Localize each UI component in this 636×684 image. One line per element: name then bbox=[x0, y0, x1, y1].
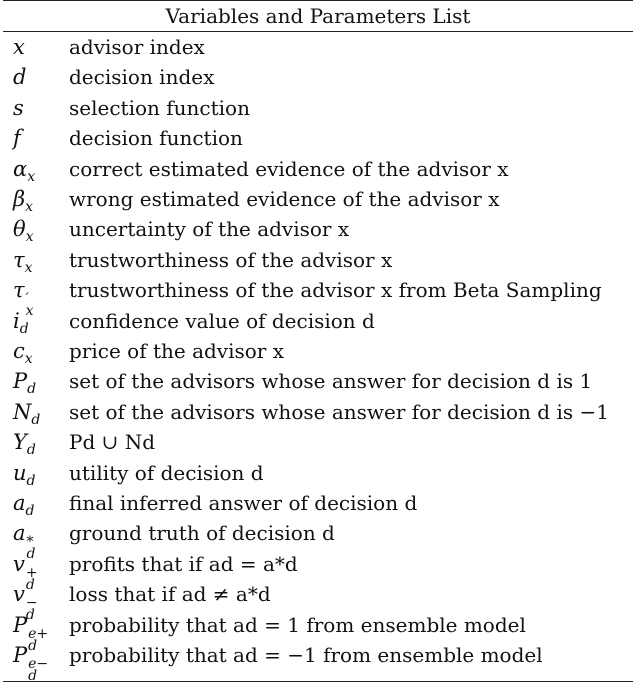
description-cell: set of the advisors whose answer for decision d is −1 bbox=[69, 399, 609, 424]
symbol-cell bbox=[13, 303, 68, 339]
symbol-subscript: x bbox=[27, 168, 36, 185]
symbol-base: x bbox=[13, 35, 25, 59]
symbol-superscript: * bbox=[26, 534, 34, 551]
table-row bbox=[3, 336, 633, 366]
description-cell: trustworthiness of the advisor x bbox=[69, 247, 393, 272]
description-cell: probability that ad = −1 from ensemble model bbox=[69, 643, 543, 667]
description-cell: final inferred answer of decision d bbox=[69, 491, 418, 515]
description-cell: price of the advisor x bbox=[69, 339, 284, 363]
symbol-subscript: d bbox=[26, 442, 36, 459]
description-cell: advisor index bbox=[69, 35, 205, 59]
symbol-cell bbox=[13, 32, 68, 62]
description-cell: trustworthiness of the advisor x from Beta Sampling bbox=[69, 278, 602, 303]
table-row bbox=[3, 303, 633, 337]
table-row bbox=[3, 184, 633, 214]
symbol-base: P bbox=[13, 369, 28, 394]
symbol-cell bbox=[13, 637, 68, 684]
symbol-subscript: d bbox=[25, 576, 35, 593]
table-row bbox=[3, 488, 633, 518]
symbol-base: u bbox=[13, 460, 27, 485]
symbol-base: P bbox=[13, 612, 28, 637]
description-cell: confidence value of decision d bbox=[69, 308, 375, 333]
table-row bbox=[3, 546, 633, 593]
symbol-subscript: x bbox=[25, 199, 34, 215]
symbol-base: τ bbox=[13, 247, 25, 272]
table-row bbox=[3, 275, 633, 320]
description-cell: decision index bbox=[69, 65, 215, 90]
description-cell: selection function bbox=[69, 95, 250, 120]
symbol-cell bbox=[13, 93, 68, 123]
symbol-subscript: x bbox=[24, 259, 33, 276]
symbol-subscript: d bbox=[26, 472, 36, 489]
symbol-subscript: x bbox=[25, 303, 34, 320]
symbol-subscript: d bbox=[27, 381, 37, 398]
symbol-base: i bbox=[13, 308, 20, 333]
table-row bbox=[3, 154, 633, 184]
table-row bbox=[3, 576, 633, 624]
symbol-superscript: e− bbox=[28, 656, 49, 672]
symbol-base: N bbox=[13, 399, 32, 424]
description-cell: uncertainty of the advisor x bbox=[69, 217, 350, 242]
symbol-cell bbox=[13, 427, 68, 460]
symbol-base: τ bbox=[13, 278, 25, 303]
symbol-cell bbox=[13, 123, 68, 153]
table-row bbox=[3, 607, 633, 654]
description-cell: decision function bbox=[69, 126, 243, 151]
symbol-cell bbox=[13, 336, 68, 369]
symbol-cell bbox=[13, 154, 68, 187]
symbol-cell bbox=[13, 458, 68, 491]
symbol-subscript: d bbox=[19, 320, 29, 337]
symbol-cell bbox=[13, 214, 68, 247]
description-cell: utility of decision d bbox=[69, 460, 264, 485]
symbol-base: d bbox=[13, 65, 27, 90]
table-row bbox=[3, 397, 633, 427]
symbol-cell bbox=[13, 488, 68, 521]
symbol-cell bbox=[13, 366, 68, 399]
table-bottom-rule bbox=[3, 681, 633, 682]
description-cell: wrong estimated evidence of the advisor x bbox=[69, 187, 500, 211]
symbol-superscript: e+ bbox=[28, 625, 49, 642]
description-cell: profits that if ad = a*d bbox=[69, 551, 298, 576]
symbol-cell bbox=[13, 62, 68, 92]
symbol-base: f bbox=[13, 126, 21, 151]
symbol-subscript: d bbox=[28, 637, 38, 654]
symbol-base: α bbox=[13, 156, 28, 181]
symbol-base: v bbox=[13, 551, 25, 576]
table-row bbox=[3, 427, 633, 457]
table-row bbox=[3, 366, 633, 396]
table-row bbox=[3, 518, 633, 563]
symbol-subscript: x bbox=[24, 351, 33, 367]
symbol-cell bbox=[13, 245, 68, 278]
symbol-base: β bbox=[13, 187, 26, 211]
table-row bbox=[3, 32, 633, 62]
table-row bbox=[3, 245, 633, 275]
symbol-base: a bbox=[13, 491, 26, 515]
symbol-cell bbox=[13, 397, 68, 430]
symbol-subscript: d bbox=[25, 607, 35, 624]
description-cell: correct estimated evidence of the advisor x bbox=[69, 156, 509, 181]
table-row bbox=[3, 458, 633, 488]
symbol-superscript: − bbox=[25, 595, 38, 612]
table-row bbox=[3, 62, 633, 92]
symbol-subscript: d bbox=[26, 546, 36, 563]
table-row bbox=[3, 123, 633, 153]
symbol-superscript: + bbox=[25, 564, 38, 581]
symbol-superscript: ′ bbox=[25, 291, 29, 308]
symbol-subscript: d bbox=[28, 668, 38, 684]
symbol-base: v bbox=[13, 582, 25, 607]
symbol-script-stack bbox=[28, 658, 48, 682]
symbol-base: a bbox=[13, 521, 26, 546]
description-cell: set of the advisors whose answer for decision d is 1 bbox=[69, 369, 593, 394]
description-cell: probability that ad = 1 from ensemble model bbox=[69, 612, 526, 637]
symbol-base: θ bbox=[13, 217, 26, 242]
symbol-subscript: d bbox=[31, 411, 41, 428]
description-cell: Pd ∪ Nd bbox=[69, 430, 156, 455]
table-row bbox=[3, 214, 633, 244]
symbol-base: Y bbox=[13, 430, 27, 455]
table-row bbox=[3, 637, 633, 684]
symbol-subscript: d bbox=[25, 503, 35, 519]
symbol-base: c bbox=[13, 339, 25, 363]
symbol-base: s bbox=[13, 95, 24, 120]
description-cell: loss that if ad ≠ a*d bbox=[69, 582, 271, 607]
symbol-subscript: x bbox=[25, 229, 34, 246]
symbol-base: P bbox=[13, 643, 28, 667]
description-cell: ground truth of decision d bbox=[69, 521, 335, 546]
table-title: Variables and Parameters List bbox=[165, 4, 471, 28]
symbol-cell bbox=[13, 184, 68, 217]
table-row bbox=[3, 93, 633, 123]
